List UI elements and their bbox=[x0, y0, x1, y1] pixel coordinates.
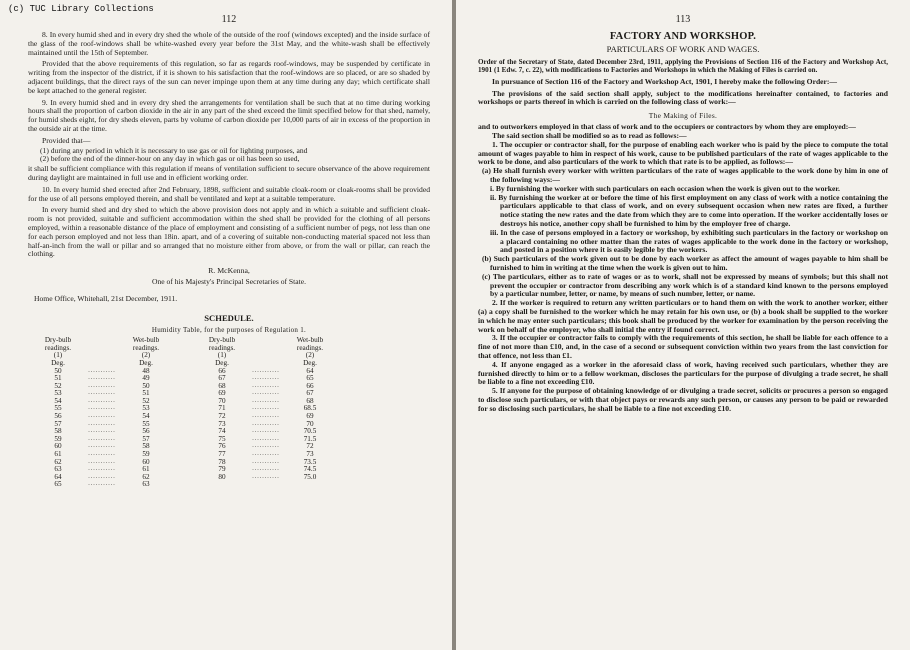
wet-bulb-cell: 74.5 bbox=[303, 465, 317, 474]
order-heading: Order of the Secretary of State, dated December 23rd, 1911, applying the Provisions of Section 116 of the Factory and Workshop Act, 1901 (1 Edw. 7, c. 22), with modifications to Factories and Workshops in which the Making of Files is carried on. bbox=[478, 58, 888, 75]
wet-bulb-cell: 64 bbox=[306, 366, 314, 375]
dry-bulb-cell: 54 bbox=[54, 396, 62, 405]
dot-leader: ........... bbox=[88, 375, 116, 382]
wet-bulb-cell: 70 bbox=[306, 419, 314, 428]
humidity-table bbox=[38, 337, 330, 489]
spacer bbox=[166, 443, 202, 451]
dry-bulb-cell: 72 bbox=[218, 412, 226, 421]
left-page bbox=[0, 0, 452, 650]
section-1c: (c) The particulars, either as to rate of wages or as to work, shall not be expressed by means of symbols; but this shall not prevent the occupier or contractor from describing any work which is of a standard kind known to the persons employed by a particular number, letter, or name, by means of such number, letter, or name. bbox=[482, 271, 888, 299]
dot-leader: ........... bbox=[252, 382, 280, 389]
table-row bbox=[38, 436, 330, 444]
table-title: Humidity Table, for the purposes of Regulation 1. bbox=[151, 326, 307, 335]
wet-bulb-cell: 53 bbox=[142, 404, 150, 413]
wet-bulb-cell: 56 bbox=[142, 427, 150, 436]
spacer bbox=[166, 405, 202, 413]
spacer bbox=[166, 428, 202, 436]
wet-bulb-cell: 70.5 bbox=[303, 427, 317, 436]
wet-bulb-cell: 50 bbox=[142, 381, 150, 390]
dry-bulb-cell: 63 bbox=[54, 465, 62, 474]
dot-leader: ........... bbox=[88, 481, 116, 488]
paragraph: it shall be sufficient compliance with this regulation if means of ventilation sufficient to secure observance of the above requirement during daylight are maintained in full use and in efficient working order. bbox=[28, 164, 430, 182]
dot-leader: ........... bbox=[252, 451, 280, 458]
paragraph: Provided that— bbox=[42, 135, 91, 145]
dry-bulb-cell: 62 bbox=[54, 457, 62, 466]
dry-bulb-cell: 55 bbox=[54, 404, 62, 413]
library-credit: (c) TUC Library Collections bbox=[8, 4, 154, 14]
dry-bulb-cell: 67 bbox=[218, 374, 226, 383]
dot-leader: ........... bbox=[88, 367, 116, 374]
spacer bbox=[166, 481, 202, 489]
spacer bbox=[166, 459, 202, 467]
dot-leader: ........... bbox=[88, 435, 116, 442]
spacer bbox=[166, 474, 202, 482]
wet-bulb-cell: 49 bbox=[142, 374, 150, 383]
dot-leader: ........... bbox=[88, 420, 116, 427]
dry-bulb-cell: 66 bbox=[218, 366, 226, 375]
dry-bulb-cell: 65 bbox=[54, 480, 62, 489]
wet-bulb-cell: 68 bbox=[306, 396, 314, 405]
section-1a: (a) He shall furnish every worker with written particulars of the rate of wages applicable to the work done by him in one of the following ways:— bbox=[482, 166, 888, 184]
dot-leader: ........... bbox=[88, 413, 116, 420]
table-row bbox=[38, 413, 330, 421]
dot-leader: ........... bbox=[252, 413, 280, 420]
section-2: 2. If the worker is required to return any written particulars or to hand them on with the work to another worker, either (a) a copy shall be furnished to the worker which he may retain for his own use, or (b) a book shall be supplied to the worker in which he may enter such particulars; this book shall be produced by the worker for examination by the person receiving the work on behalf of the employer, who shall initial the entry if found correct. bbox=[478, 298, 888, 334]
spacer bbox=[166, 466, 202, 474]
table-row bbox=[38, 398, 330, 406]
dot-leader: ........... bbox=[252, 458, 280, 465]
section-1a-iii: iii. In the case of persons employed in a factory or workshop, by exhibiting such particulars in the factory or workshop on a placard containing no other matter than the rates of wages applicable to the work done in the factory or workshop, and posted in a position where it is easily legible by the workers. bbox=[490, 227, 888, 255]
dot-leader: ........... bbox=[88, 473, 116, 480]
paragraph: In every humid shed and dry shed to which the above provision does not apply and in which a suitable and sufficient cloak-room is not provided, suitable and sufficient accommodation within the shed shall be provided for the clothing of all persons employed, within a reasonable distance of the place of employment and consisting of a sufficient number of pegs, not less than one for each person employed and not less than 18in. apart, and of a covering of suitable non-conducting material spaced not less than half-an-inch from the wall or pillar and so arranged that no moisture either from above, or from the wall or pillar, can reach the clothing. bbox=[28, 205, 430, 259]
dot-leader: ........... bbox=[88, 428, 116, 435]
dot-leader: ........... bbox=[252, 473, 280, 480]
dry-bulb-cell: 52 bbox=[54, 381, 62, 390]
paragraph: The provisions of the said section shall apply, subject to the modifications hereinafter contained, to factories and workshops or parts thereof in which is carried on the following class of work:— bbox=[478, 88, 888, 107]
condition-item: (2) before the end of the dinner-hour on any day in which gas or oil has been so used, bbox=[40, 154, 300, 164]
dot-leader: ........... bbox=[88, 443, 116, 450]
page-subtitle: PARTICULARS OF WORK AND WAGES. bbox=[606, 44, 760, 54]
dot-leader: ........... bbox=[252, 397, 280, 404]
table-row bbox=[38, 428, 330, 436]
section-5: 5. If anyone for the purpose of obtaining knowledge of or divulging a trade secret, solicits or procures a person so engaged to disclose such particulars, or with that object pays or rewards any such person, or causes any person to be paid or rewarded for so disclosing such particulars, he shall be liable to a fine not exceeding £10. bbox=[478, 386, 888, 413]
dot-leader: ........... bbox=[88, 397, 116, 404]
wet-bulb-cell: 55 bbox=[142, 419, 150, 428]
wet-bulb-cell: 48 bbox=[142, 366, 150, 375]
dry-bulb-cell: 64 bbox=[54, 472, 62, 481]
dry-bulb-cell: 56 bbox=[54, 412, 62, 421]
dry-bulb-cell: 58 bbox=[54, 427, 62, 436]
dry-bulb-cell: 57 bbox=[54, 419, 62, 428]
dry-bulb-cell: 76 bbox=[218, 442, 226, 451]
spacer bbox=[166, 368, 202, 376]
spacer bbox=[166, 390, 202, 398]
table-row bbox=[38, 481, 330, 489]
wet-bulb-header: Wet-bulb readings. (2) Deg. bbox=[296, 336, 324, 367]
paragraph: 8. In every humid shed and in every dry shed the whole of the outside of the roof (windows excepted) and the inside surface of the glass of the roof-windows shall be white-washed every year before the 31st May, and the white-wash shall be effectively maintained until the 15th of September. bbox=[28, 30, 430, 57]
place-date: Home Office, Whitehall, 21st December, 1911. bbox=[34, 294, 178, 304]
wet-bulb-header: Wet-bulb readings. (2) Deg. bbox=[132, 336, 160, 367]
schedule-heading: SCHEDULE. bbox=[204, 313, 254, 324]
dot-leader: ........... bbox=[252, 428, 280, 435]
page-title: FACTORY AND WORKSHOP. bbox=[609, 31, 757, 42]
spacer bbox=[166, 375, 202, 383]
dot-leader: ........... bbox=[88, 458, 116, 465]
dry-bulb-cell: 75 bbox=[218, 434, 226, 443]
table-row bbox=[38, 383, 330, 391]
dot-leader: ........... bbox=[252, 375, 280, 382]
dry-bulb-cell bbox=[202, 481, 242, 489]
page-number-right: 113 bbox=[675, 14, 691, 25]
dry-bulb-cell: 53 bbox=[54, 389, 62, 398]
dot-leader: ........... bbox=[252, 466, 280, 473]
section-3: 3. If the occupier or contractor fails to comply with the requirements of this section, he shall be liable for each offence to a fine of not more than £10, and, in the case of a second or subsequent conviction within two years from the last conviction for that offence, not less than £1. bbox=[478, 333, 888, 360]
dot-leader bbox=[242, 481, 290, 489]
section-4: 4. If anyone engaged as a worker in the aforesaid class of work, having received such particulars, whether they are furnished directly to him or to a fellow workman, discloses the particulars for the purpose of divulging a trade secret, he shall be liable to a fine not exceeding £10. bbox=[478, 359, 888, 387]
wet-bulb-cell: 60 bbox=[142, 457, 150, 466]
signatory-title: One of his Majesty's Principal Secretaries of State. bbox=[151, 277, 307, 287]
dot-leader: ........... bbox=[252, 435, 280, 442]
paragraph: In pursuance of Section 116 of the Factory and Workshop Act, 1901, I hereby make the following Order:— bbox=[492, 76, 838, 86]
wet-bulb-cell: 75.0 bbox=[303, 472, 317, 481]
spacer bbox=[166, 451, 202, 459]
paragraph: The said section shall be modified so as to read as follows:— bbox=[492, 131, 687, 140]
dry-bulb-cell: 59 bbox=[54, 434, 62, 443]
wet-bulb-cell: 52 bbox=[142, 396, 150, 405]
wet-bulb-cell: 68.5 bbox=[303, 404, 317, 413]
dry-bulb-header: Dry-bulb readings. (1) Deg. bbox=[44, 336, 72, 367]
dot-leader: ........... bbox=[88, 382, 116, 389]
spacer bbox=[166, 413, 202, 421]
spacer bbox=[166, 383, 202, 391]
dry-bulb-cell: 74 bbox=[218, 427, 226, 436]
dry-bulb-cell: 78 bbox=[218, 457, 226, 466]
dot-leader: ........... bbox=[252, 367, 280, 374]
paragraph: Provided that the above requirements of this regulation, so far as regards roof-windows, may be suspended by certificate in writing from the inspector of the district, if it is shown to his satisfaction that the roof-windows are so placed, or are so shaded by adjacent buildings, that the direct rays of the sun can never impinge upon them at any time during any day; which certificate shall be kept attached to the general register. bbox=[28, 59, 430, 95]
dot-leader: ........... bbox=[252, 443, 280, 450]
dot-leader: ........... bbox=[252, 405, 280, 412]
section-1: 1. The occupier or contractor shall, for the purpose of enabling each worker who is paid by the piece to compute the total amount of wages payable to him in respect of his work, cause to be published particulars of the rate of wages applicable to the work to be done, and also particulars of the work to which that rate is to be applied, as follows:— bbox=[478, 139, 888, 167]
dot-leader: ........... bbox=[252, 420, 280, 427]
dry-bulb-cell: 77 bbox=[218, 450, 226, 459]
dry-bulb-cell: 80 bbox=[218, 472, 226, 481]
section-1a-i: i. By furnishing the worker with such particulars on each occasion when the work is given out to the worker. bbox=[490, 183, 840, 193]
table-row bbox=[38, 375, 330, 383]
wet-bulb-cell: 66 bbox=[306, 381, 314, 390]
paragraph: 10. In every humid shed erected after 2nd February, 1898, sufficient and suitable cloak-room or cloak-rooms shall be provided for the use of all persons employed therein, and shall be ventilated and kept at a suitable temperature. bbox=[28, 184, 430, 203]
dry-bulb-cell: 61 bbox=[54, 450, 62, 459]
section-1a-ii: ii. By furnishing the worker at or before the time of his first employment on any class of work with a notice containing the particulars applicable to that class of work, and on every subsequent occasion when new rates are fixed, a further notice stating the new rates and the date from which they are to come into operation. If the worker accidentally loses or destroys his notice, another copy shall be furnished to him by the employer free of charge. bbox=[490, 192, 888, 228]
table-row bbox=[38, 459, 330, 467]
page-number-left: 112 bbox=[221, 14, 237, 25]
dry-bulb-cell: 60 bbox=[54, 442, 62, 451]
table-row bbox=[38, 451, 330, 459]
wet-bulb-cell: 67 bbox=[306, 389, 314, 398]
dry-bulb-cell: 68 bbox=[218, 381, 226, 390]
condition-item: (1) during any period in which it is necessary to use gas or oil for lighting purposes, and bbox=[40, 145, 308, 155]
wet-bulb-cell: 65 bbox=[306, 374, 314, 383]
dry-bulb-cell: 51 bbox=[54, 374, 62, 383]
wet-bulb-cell: 59 bbox=[142, 450, 150, 459]
dry-bulb-cell: 70 bbox=[218, 396, 226, 405]
table-row bbox=[38, 443, 330, 451]
wet-bulb-cell bbox=[290, 481, 330, 489]
dot-leader: ........... bbox=[88, 405, 116, 412]
dot-leader: ........... bbox=[88, 466, 116, 473]
table-header-row bbox=[38, 337, 330, 367]
dry-bulb-cell: 79 bbox=[218, 465, 226, 474]
dot-leader: ........... bbox=[88, 451, 116, 458]
paragraph: 9. In every humid shed and in every dry shed the arrangements for ventilation shall be such that at no time during working hours shall the proportion of carbon dioxide in the air in any part of the shed exceed the limit specified below for that shed, namely, for humid sheds eight, for dry sheds eleven, parts by volume of carbon dioxide per 10,000 parts of air in excess of the proportion in the outside air at the time. bbox=[28, 97, 430, 133]
table-row bbox=[38, 405, 330, 413]
spacer bbox=[166, 421, 202, 429]
table-row bbox=[38, 421, 330, 429]
condition-list bbox=[28, 147, 430, 165]
table-row bbox=[38, 474, 330, 482]
wet-bulb-cell: 62 bbox=[142, 472, 150, 481]
table-row bbox=[38, 466, 330, 474]
wet-bulb-cell: 58 bbox=[142, 442, 150, 451]
right-page bbox=[456, 0, 910, 650]
dry-bulb-cell: 69 bbox=[218, 389, 226, 398]
dry-bulb-cell: 50 bbox=[54, 366, 62, 375]
wet-bulb-cell: 63 bbox=[142, 480, 150, 489]
wet-bulb-cell: 61 bbox=[142, 465, 150, 474]
spacer bbox=[166, 436, 202, 444]
wet-bulb-cell: 57 bbox=[142, 434, 150, 443]
dry-bulb-cell: 71 bbox=[218, 404, 226, 413]
spacer bbox=[166, 398, 202, 406]
table-row bbox=[38, 368, 330, 376]
paragraph: and to outworkers employed in that class of work and to the occupiers or contractors by whom they are employed:— bbox=[478, 122, 856, 132]
class-heading: The Making of Files. bbox=[648, 111, 718, 121]
wet-bulb-cell: 69 bbox=[306, 412, 314, 421]
wet-bulb-cell: 71.5 bbox=[303, 434, 317, 443]
dry-bulb-cell: 73 bbox=[218, 419, 226, 428]
wet-bulb-cell: 72 bbox=[306, 442, 314, 451]
dot-leader: ........... bbox=[88, 390, 116, 397]
wet-bulb-cell: 73 bbox=[306, 450, 314, 459]
wet-bulb-cell: 51 bbox=[142, 389, 150, 398]
dot-leader: ........... bbox=[252, 390, 280, 397]
section-1b: (b) Such particulars of the work given out to be done by each worker as affect the amount of wages payable to him shall be furnished to him in writing at the time when the work is given out to him. bbox=[482, 254, 888, 272]
wet-bulb-cell: 73.5 bbox=[303, 457, 317, 466]
table-row bbox=[38, 390, 330, 398]
signatory: R. McKenna, bbox=[208, 266, 250, 276]
wet-bulb-cell: 54 bbox=[142, 412, 150, 421]
dry-bulb-header: Dry-bulb readings. (1) Deg. bbox=[208, 336, 236, 367]
